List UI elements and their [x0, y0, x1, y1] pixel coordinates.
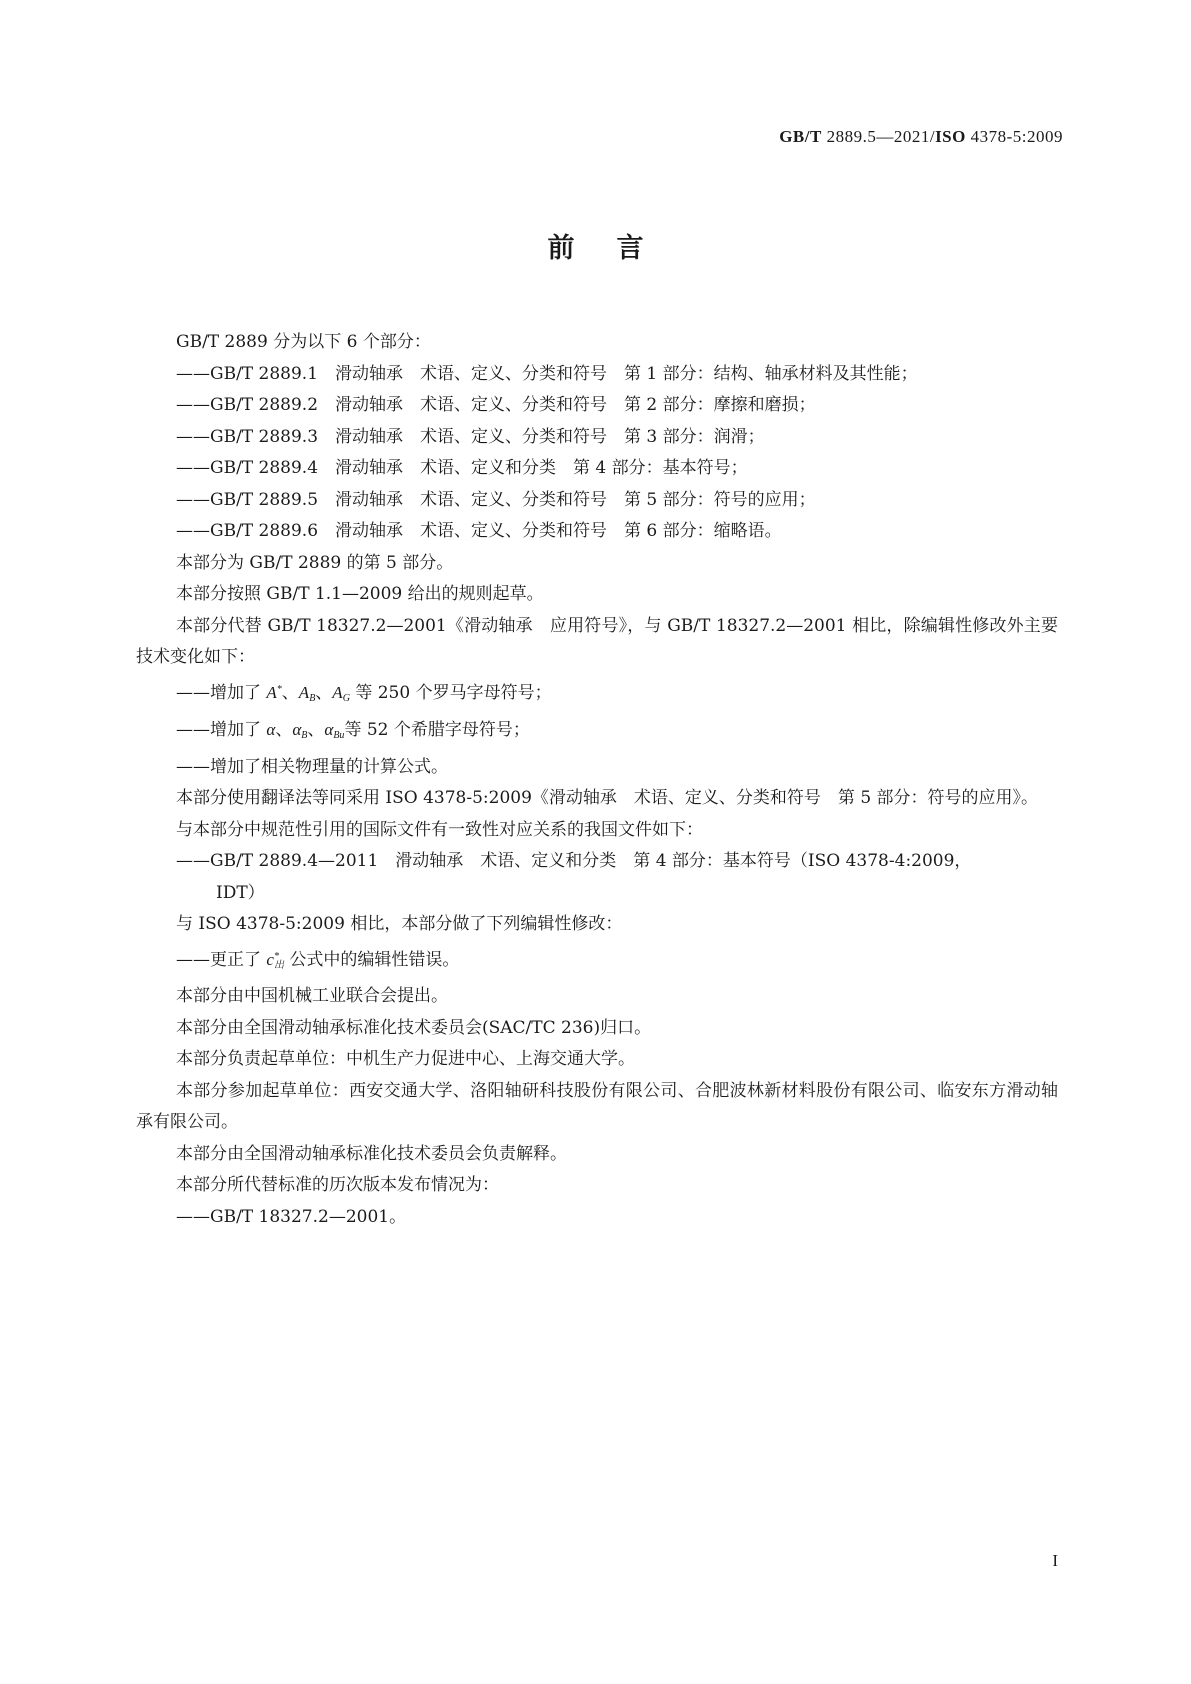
list-item-intl-ref: ——GB/T 2889.4—2011 滑动轴承 术语、定义和分类 第 4 部分：基本符号（ISO 4378-4:2009， — [176, 851, 972, 871]
symbol-alpha-b — [292, 720, 307, 739]
part-std: ——GB/T 2889.4 — [176, 458, 319, 478]
list-item — [136, 359, 1058, 391]
standard-code — [779, 127, 1063, 147]
paragraph-edit: 与 ISO 4378-5:2009 相比，本部分做了下列编辑性修改： — [176, 914, 623, 934]
separator: 、 — [307, 720, 325, 740]
part-sub: 术语、定义、分类和符号 — [420, 521, 608, 541]
separator: 、 — [275, 720, 293, 740]
part-sub: 术语、定义、分类和符号 — [420, 395, 608, 415]
change-prefix: ——增加了 — [176, 682, 267, 703]
symbol-c — [266, 950, 284, 969]
symbol-c-sub: 出 — [273, 959, 284, 971]
list-item-change-formula: ——增加了相关物理量的计算公式。 — [176, 756, 448, 777]
part-std: ——GB/T 2889.2 — [176, 395, 319, 415]
symbol-ag — [332, 683, 350, 702]
part-title: 第 1 部分：结构、轴承材料及其性能； — [624, 363, 918, 384]
part-sub: 术语、定义、分类和符号 — [420, 489, 608, 510]
part-title: 第 3 部分：润滑； — [624, 426, 765, 447]
paragraph-proposed: 本部分由中国机械工业联合会提出。 — [176, 986, 448, 1006]
symbol-a-base: A — [266, 682, 277, 702]
symbol-ag-base: A — [332, 682, 343, 702]
paragraph-history: 本部分所代替标准的历次版本发布情况为： — [176, 1175, 499, 1195]
part-std: ——GB/T 2889.1 — [176, 363, 319, 384]
part-name: 滑动轴承 — [335, 426, 404, 447]
standard-code-number: 2889.5—2021/ — [821, 127, 936, 146]
symbol-c-base: c — [266, 949, 274, 969]
paragraph-rules: 本部分按照 GB/T 1.1—2009 给出的规则起草。 — [176, 584, 544, 604]
symbol-alpha-bu — [324, 720, 344, 739]
standard-code-iso-number: 4378-5:2009 — [965, 127, 1063, 146]
part-sub: 术语、定义、分类和符号 — [420, 426, 608, 447]
part-title: 第 4 部分：基本符号； — [573, 458, 748, 478]
part-sub: 术语、定义和分类 — [420, 458, 557, 478]
paragraph-participants: 本部分参加起草单位：西安交通大学、洛阳轴研科技股份有限公司、合肥波林新材料股份有限公司、临安东方滑动轴承有限公司。 — [136, 1080, 1058, 1132]
list-item — [136, 516, 1058, 548]
list-item — [136, 485, 1058, 517]
symbol-alpha-bu-base: α — [324, 720, 334, 739]
symbol-ag-sub: G — [342, 692, 350, 704]
part-title: 第 5 部分：符号的应用； — [624, 489, 816, 510]
paragraph-intl: 与本部分中规范性引用的国际文件有一致性对应关系的我国文件如下： — [176, 819, 703, 840]
paragraph-replace: 本部分代替 GB/T 18327.2—2001《滑动轴承 应用符号》，与 GB/T 18327.2—2001 相比，除编辑性修改外主要技术变化如下： — [136, 615, 1058, 667]
paragraph-centralized: 本部分由全国滑动轴承标准化技术委员会(SAC/TC 236)归口。 — [176, 1017, 652, 1038]
page-title: 前言 — [547, 233, 686, 264]
page-number: I — [1052, 1551, 1058, 1570]
list-item — [136, 390, 1058, 422]
part-sub: 术语、定义、分类和符号 — [420, 363, 608, 384]
standard-code-gb: GB/T — [779, 127, 822, 146]
list-item-history: ——GB/T 18327.2—2001。 — [176, 1206, 407, 1227]
list-item-intl-ref-cont: IDT） — [216, 882, 265, 903]
symbol-alpha: α — [266, 720, 276, 739]
paragraph-interpret: 本部分由全国滑动轴承标准化技术委员会负责解释。 — [176, 1143, 567, 1164]
change-prefix: ——增加了 — [176, 720, 267, 740]
part-title: 第 2 部分：摩擦和磨损； — [624, 395, 816, 415]
list-item-change-greek — [136, 714, 1058, 752]
symbol-alpha-b-sub: B — [301, 730, 308, 741]
symbol-alpha-bu-sub: Bu — [333, 730, 345, 741]
part-std: ——GB/T 2889.5 — [176, 489, 319, 510]
part-name: 滑动轴承 — [335, 395, 404, 415]
paragraph-part: 本部分为 GB/T 2889 的第 5 部分。 — [176, 552, 454, 573]
part-std: ——GB/T 2889.6 — [176, 521, 319, 541]
change-suffix: 等 250 个罗马字母符号； — [349, 682, 552, 703]
symbol-a — [266, 683, 281, 702]
part-std: ——GB/T 2889.3 — [176, 426, 319, 447]
edit-prefix: ——更正了 — [176, 949, 267, 970]
standard-code-iso: ISO — [935, 127, 966, 146]
change-suffix: 等 52 个希腊字母符号； — [344, 720, 530, 740]
symbol-ab — [299, 683, 316, 702]
part-name: 滑动轴承 — [335, 521, 404, 541]
foreword-body — [136, 327, 1058, 1233]
symbol-c-sup: * — [273, 950, 279, 962]
part-title: 第 6 部分：缩略语。 — [624, 521, 782, 541]
symbol-ab-sub: B — [309, 692, 316, 704]
list-item — [136, 422, 1058, 454]
part-name: 滑动轴承 — [335, 458, 404, 478]
symbol-a-sup: * — [276, 683, 282, 695]
part-name: 滑动轴承 — [335, 363, 404, 384]
symbol-ab-base: A — [298, 682, 310, 702]
list-item-change-roman — [136, 674, 1058, 715]
separator: 、 — [315, 682, 333, 703]
part-name: 滑动轴承 — [335, 489, 404, 510]
edit-suffix: 公式中的编辑性错误。 — [283, 949, 460, 970]
separator: 、 — [281, 682, 299, 703]
list-item — [136, 453, 1058, 485]
paragraph-translation: 本部分使用翻译法等同采用 ISO 4378-5:2009《滑动轴承 术语、定义、分类和符号 第 5 部分：符号的应用》。 — [176, 788, 1039, 808]
paragraph-drafting: 本部分负责起草单位：中机生产力促进中心、上海交通大学。 — [176, 1049, 635, 1069]
symbol-alpha-b-base: α — [292, 720, 302, 739]
list-item-edit — [136, 941, 1058, 982]
parts-intro: GB/T 2889 分为以下 6 个部分： — [176, 332, 431, 352]
